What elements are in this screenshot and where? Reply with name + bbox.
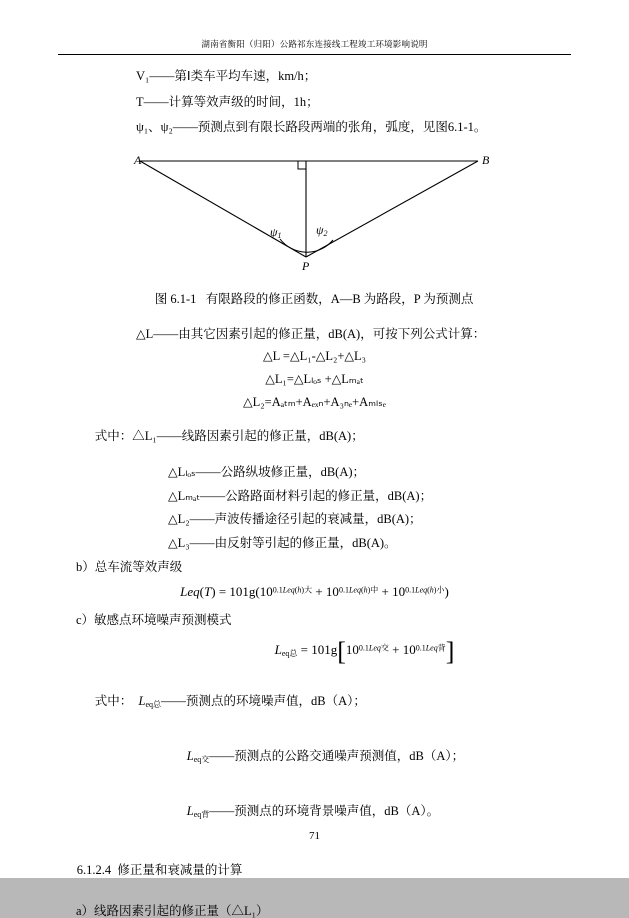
document-body <box>58 70 571 918</box>
equation-1: △L =△L₁-△L₂+△L₃ <box>263 348 366 363</box>
term-1: △L₁——线路因素引起的修正量，dB(A)； <box>132 429 364 443</box>
item-a-label: a）线路因素引起的修正量（△L₁） <box>76 904 269 918</box>
definition-psi: ψ₁、ψ₂——预测点到有限长路段两端的张角，弧度，见图6.1-1。 <box>136 120 487 134</box>
figure-vertex-B: B <box>482 152 490 167</box>
figure-6-1-1 <box>58 147 571 277</box>
equation-3: △L₂=Aₐₜₘ+Aₑₓₙ+A₃ₙₑ+Aₘₗₛₑ <box>243 394 386 409</box>
definition-T: T——计算等效声级的时间，1h； <box>136 94 319 109</box>
term-4: △L₂——声波传播途径引起的衰减量，dB(A)； <box>168 512 422 526</box>
figure-angle-psi1 <box>270 225 281 240</box>
definition-v1: V₁——第Ⅰ类车平均车速，km/h； <box>136 69 317 83</box>
psi2-symbol: ψ <box>316 222 324 237</box>
where-label-1-text: 式中： <box>94 429 133 443</box>
where-label-1 <box>58 418 571 456</box>
figure-vertex-A: A <box>134 152 142 167</box>
term-2: △Lₗₒₛ——公路纵坡修正量，dB(A)； <box>168 465 366 479</box>
term2-3-sub: eq背 <box>193 810 210 820</box>
term2-1-text: ——预测点的环境噪声值，dB（A）； <box>161 694 366 709</box>
term2-2-symbol: L <box>186 749 194 764</box>
section-title-text: 修正量和衰减量的计算 <box>117 863 243 878</box>
figure-angle-psi2 <box>316 223 327 238</box>
where-label-2 <box>58 683 571 722</box>
where-term-3 <box>58 793 571 832</box>
where-label-2-text: 式中： <box>94 694 133 709</box>
page-header: 湖南省衡阳（归阳）公路祁东连接线工程竣工环境影响说明 <box>201 39 428 49</box>
definition-delta-L: △L——由其它因素引起的修正量，dB(A)，可按下列公式计算： <box>136 327 486 341</box>
page-number: 71 <box>309 830 320 842</box>
term2-2-sub: eq交 <box>193 755 210 765</box>
equation-b: $Leq(T) = 101g(10^{0.1Leq(h)大} + 10^{0.1Leq(h)中} + 10^{0.1Leq(h)小})$ <box>180 583 449 599</box>
figure-caption <box>58 281 571 319</box>
psi2-subscript: 2 <box>323 228 328 238</box>
item-c-label: c）敏感点环境噪声预测模式 <box>76 612 232 627</box>
where-term-2 <box>58 738 571 777</box>
term-5: △L₃——由反射等引起的修正量，dB(A)。 <box>168 535 397 550</box>
term2-3-symbol: L <box>186 804 194 819</box>
header-divider <box>58 54 571 55</box>
equation-c: $L_{eq总} = 101g[10^{0.1Leq交} + 10^{0.1Leq背}]$ <box>274 637 455 666</box>
term-3: △Lₘₐₜ——公路路面材料引起的修正量，dB(A)； <box>168 488 433 503</box>
section-number: 6.1.2.4 <box>76 863 112 878</box>
psi1-symbol: ψ <box>270 224 278 239</box>
item-b-label: b）总车流等效声级 <box>76 560 183 574</box>
term2-2-text: ——预测点的公路交通噪声预测值，dB（A）； <box>209 749 465 764</box>
figure-caption-number: 图 6.1-1 <box>154 292 197 306</box>
figure-caption-text: 有限路段的修正函数，A—B 为路段，P 为预测点 <box>205 292 474 306</box>
figure-vertex-P: P <box>302 258 310 273</box>
equation-2: △L₁=△Lₗₒₛ +△Lₘₐₜ <box>265 371 364 386</box>
section-heading <box>58 852 571 890</box>
term2-1-symbol: L <box>138 694 146 709</box>
term2-1-sub: eq总 <box>145 700 162 710</box>
psi1-subscript: 1 <box>277 230 282 240</box>
term2-3-text: ——预测点的环境背景噪声值，dB（A）。 <box>209 804 440 819</box>
